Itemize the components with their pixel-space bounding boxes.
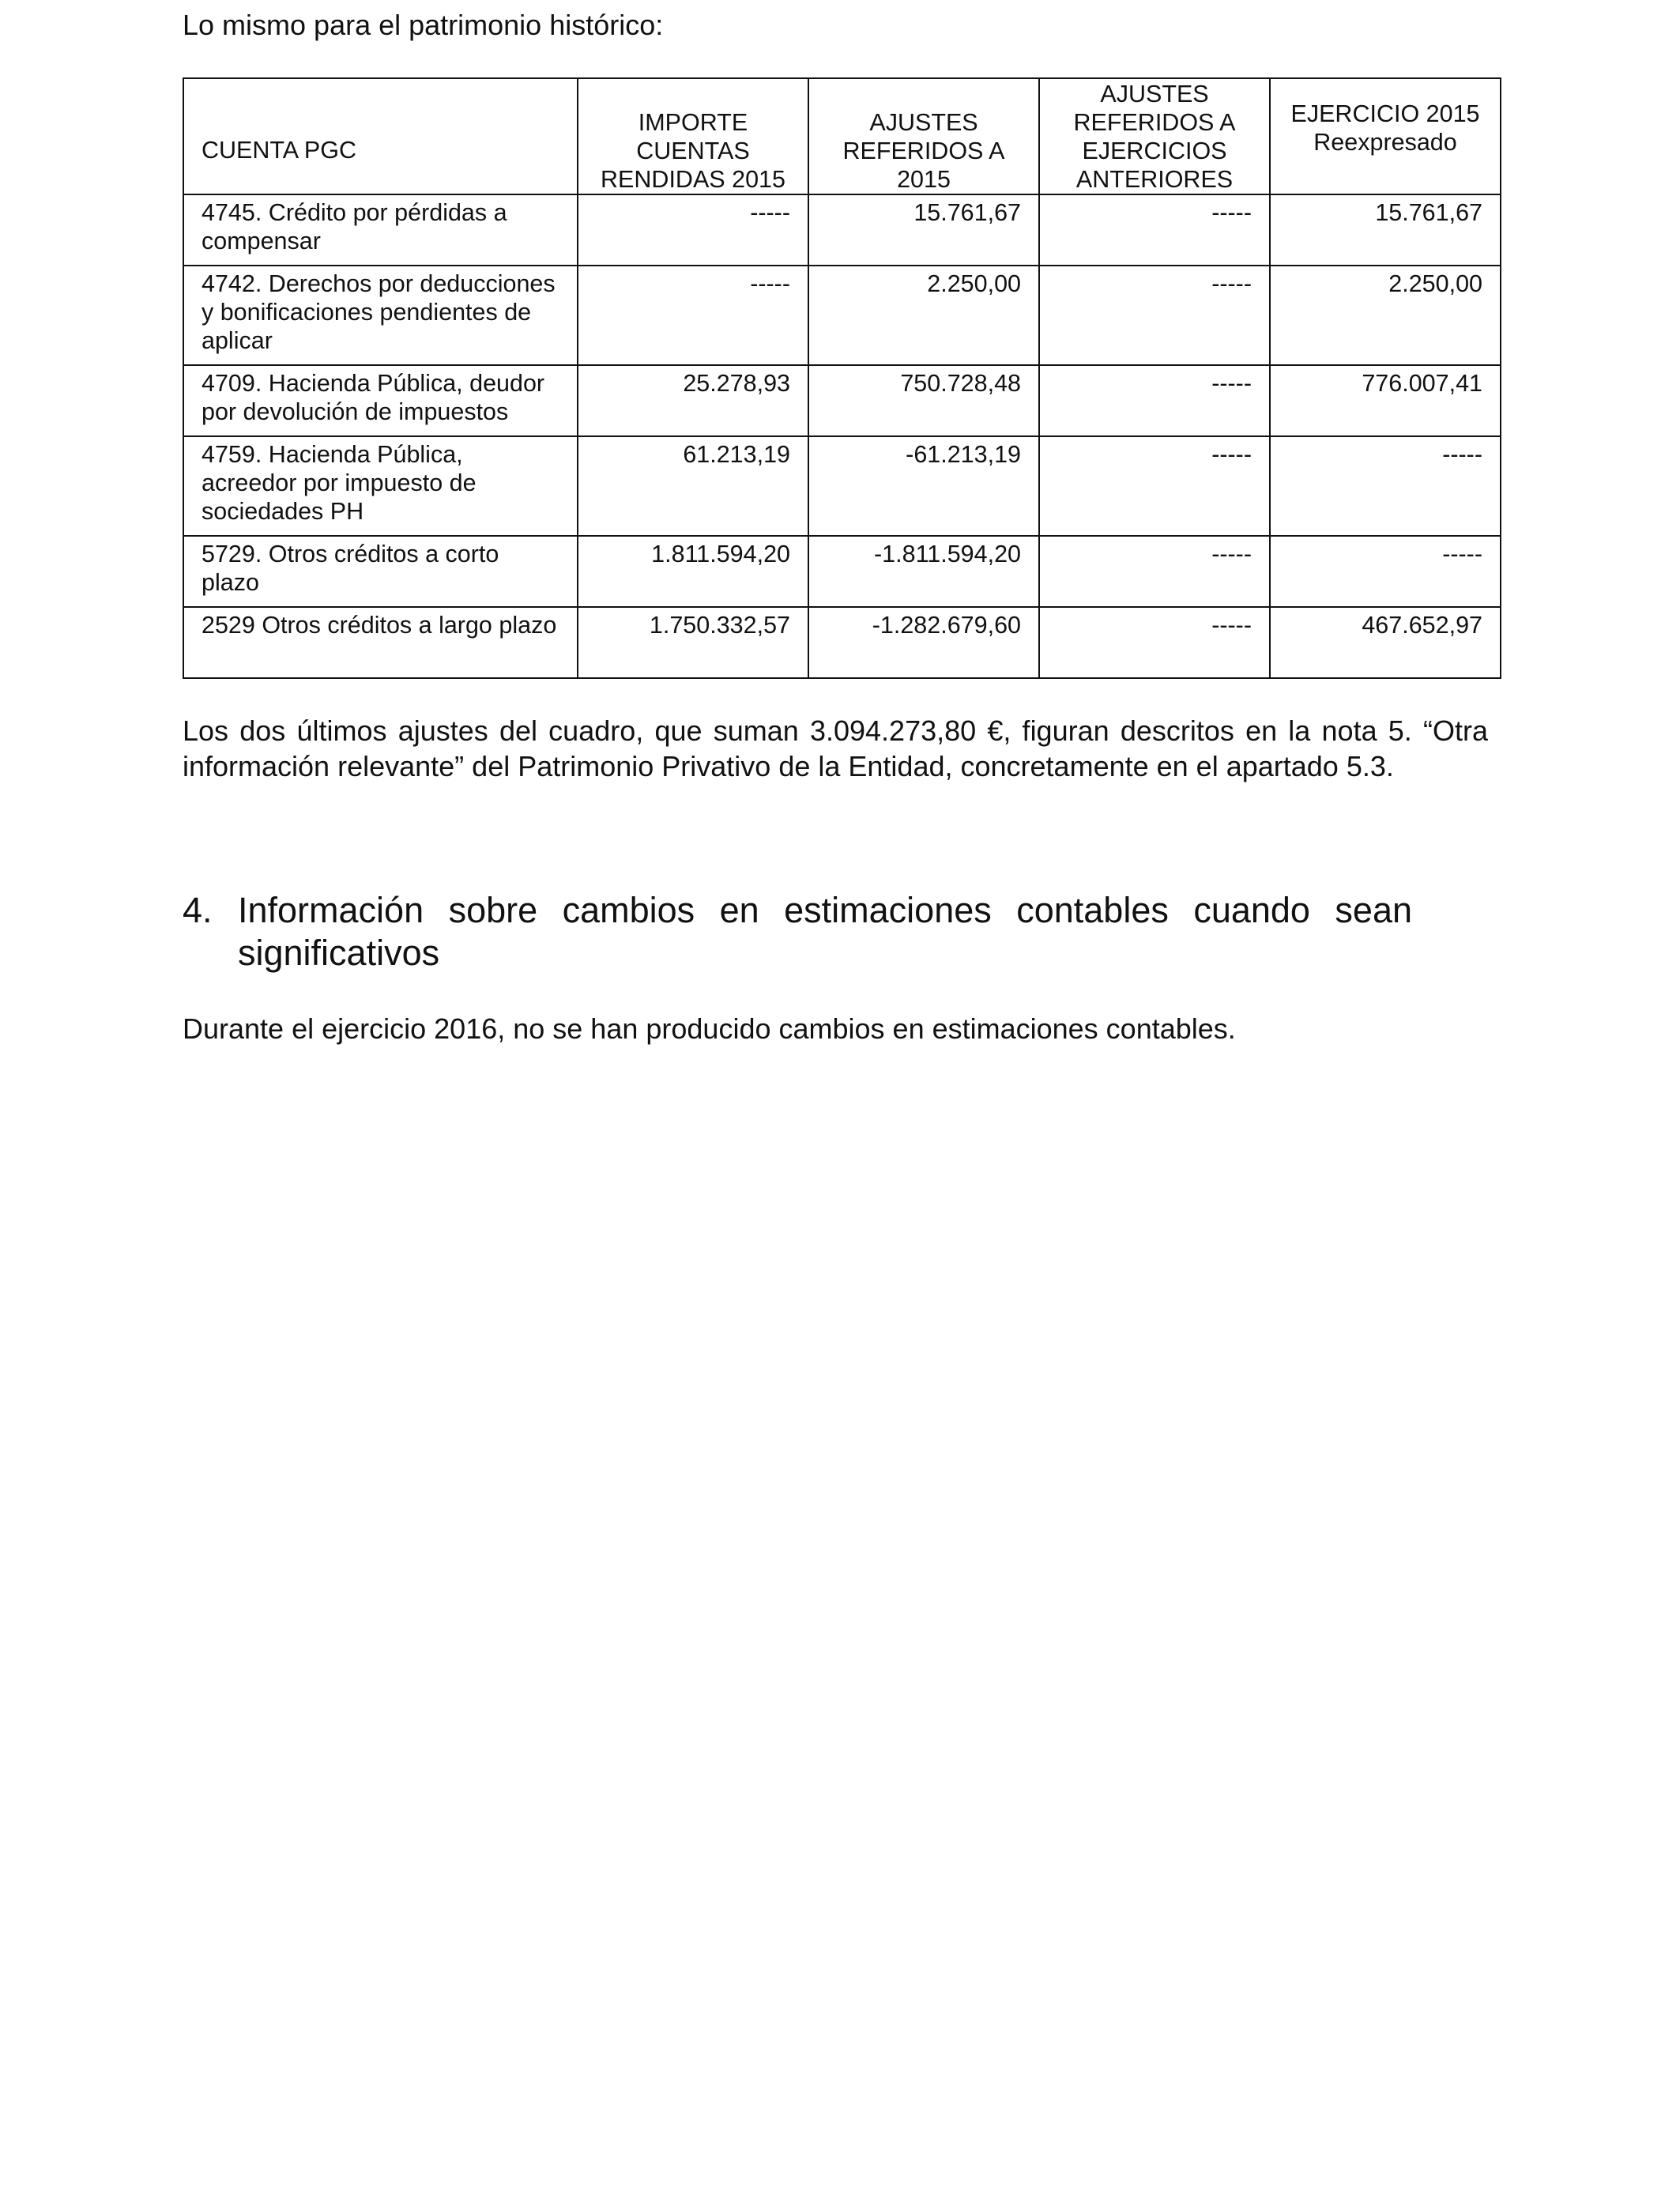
intro-text: Lo mismo para el patrimonio histórico: <box>183 9 664 41</box>
header-ajustes-anteriores: AJUSTES REFERIDOS A EJERCICIOS ANTERIORES <box>1039 78 1270 194</box>
cell-ajuste-anteriores: ----- <box>1039 536 1270 607</box>
cell-ajuste-2015: 2.250,00 <box>808 266 1039 365</box>
cell-reexpresado: ----- <box>1270 436 1501 536</box>
cell-ajuste-anteriores: ----- <box>1039 436 1270 536</box>
table-row <box>183 536 1501 607</box>
cell-account: 4709. Hacienda Pública, deudor por devolución de impuestos <box>183 365 578 436</box>
closing-paragraph: Durante el ejercicio 2016, no se han producido cambios en estimaciones contables. <box>183 1012 1236 1045</box>
header-ajustes-2015: AJUSTES REFERIDOS A 2015 <box>808 78 1039 194</box>
section-title: Información sobre cambios en estimaciones contables cuando sean significativos <box>238 890 1412 973</box>
cell-ajuste-2015: -61.213,19 <box>808 436 1039 536</box>
cell-ajuste-anteriores: ----- <box>1039 365 1270 436</box>
cell-ajuste-2015: 750.728,48 <box>808 365 1039 436</box>
cell-account: 2529 Otros créditos a largo plazo <box>183 607 578 678</box>
table-header-row <box>183 78 1501 194</box>
table-row <box>183 194 1501 266</box>
cell-importe: ----- <box>578 266 808 365</box>
cell-account: 4759. Hacienda Pública, acreedor por impuesto de sociedades PH <box>183 436 578 536</box>
cell-reexpresado: ----- <box>1270 536 1501 607</box>
cell-reexpresado: 776.007,41 <box>1270 365 1501 436</box>
cell-reexpresado: 467.652,97 <box>1270 607 1501 678</box>
cell-reexpresado: 15.761,67 <box>1270 194 1501 266</box>
cell-importe: 1.811.594,20 <box>578 536 808 607</box>
cell-account: 4745. Crédito por pérdidas a compensar <box>183 194 578 266</box>
cell-ajuste-anteriores: ----- <box>1039 266 1270 365</box>
cell-ajuste-2015: -1.811.594,20 <box>808 536 1039 607</box>
table-row <box>183 607 1501 678</box>
header-ejercicio-reexpresado: EJERCICIO 2015 Reexpresado <box>1270 78 1501 194</box>
cell-importe: 61.213,19 <box>578 436 808 536</box>
section-heading <box>183 889 1412 974</box>
cell-ajuste-anteriores: ----- <box>1039 607 1270 678</box>
cell-importe: 25.278,93 <box>578 365 808 436</box>
header-cuenta-pgc: CUENTA PGC <box>183 78 578 194</box>
table-row <box>183 266 1501 365</box>
adjustments-table <box>183 77 1501 679</box>
table-row <box>183 365 1501 436</box>
cell-reexpresado: 2.250,00 <box>1270 266 1501 365</box>
cell-ajuste-2015: 15.761,67 <box>808 194 1039 266</box>
cell-account: 4742. Derechos por deducciones y bonificaciones pendientes de aplicar <box>183 266 578 365</box>
header-importe-cuentas: IMPORTE CUENTAS RENDIDAS 2015 <box>578 78 808 194</box>
cell-account: 5729. Otros créditos a corto plazo <box>183 536 578 607</box>
adjustments-paragraph: Los dos últimos ajustes del cuadro, que suman 3.094.273,80 €, figuran descritos en la nota 5. “Otra información relevante” del Patrimonio Privativo de la Entidad, concretamente en el apartado 5.3. <box>183 714 1488 782</box>
cell-ajuste-anteriores: ----- <box>1039 194 1270 266</box>
section-number: 4. <box>183 890 213 930</box>
cell-ajuste-2015: -1.282.679,60 <box>808 607 1039 678</box>
table-row <box>183 436 1501 536</box>
cell-importe: 1.750.332,57 <box>578 607 808 678</box>
cell-importe: ----- <box>578 194 808 266</box>
